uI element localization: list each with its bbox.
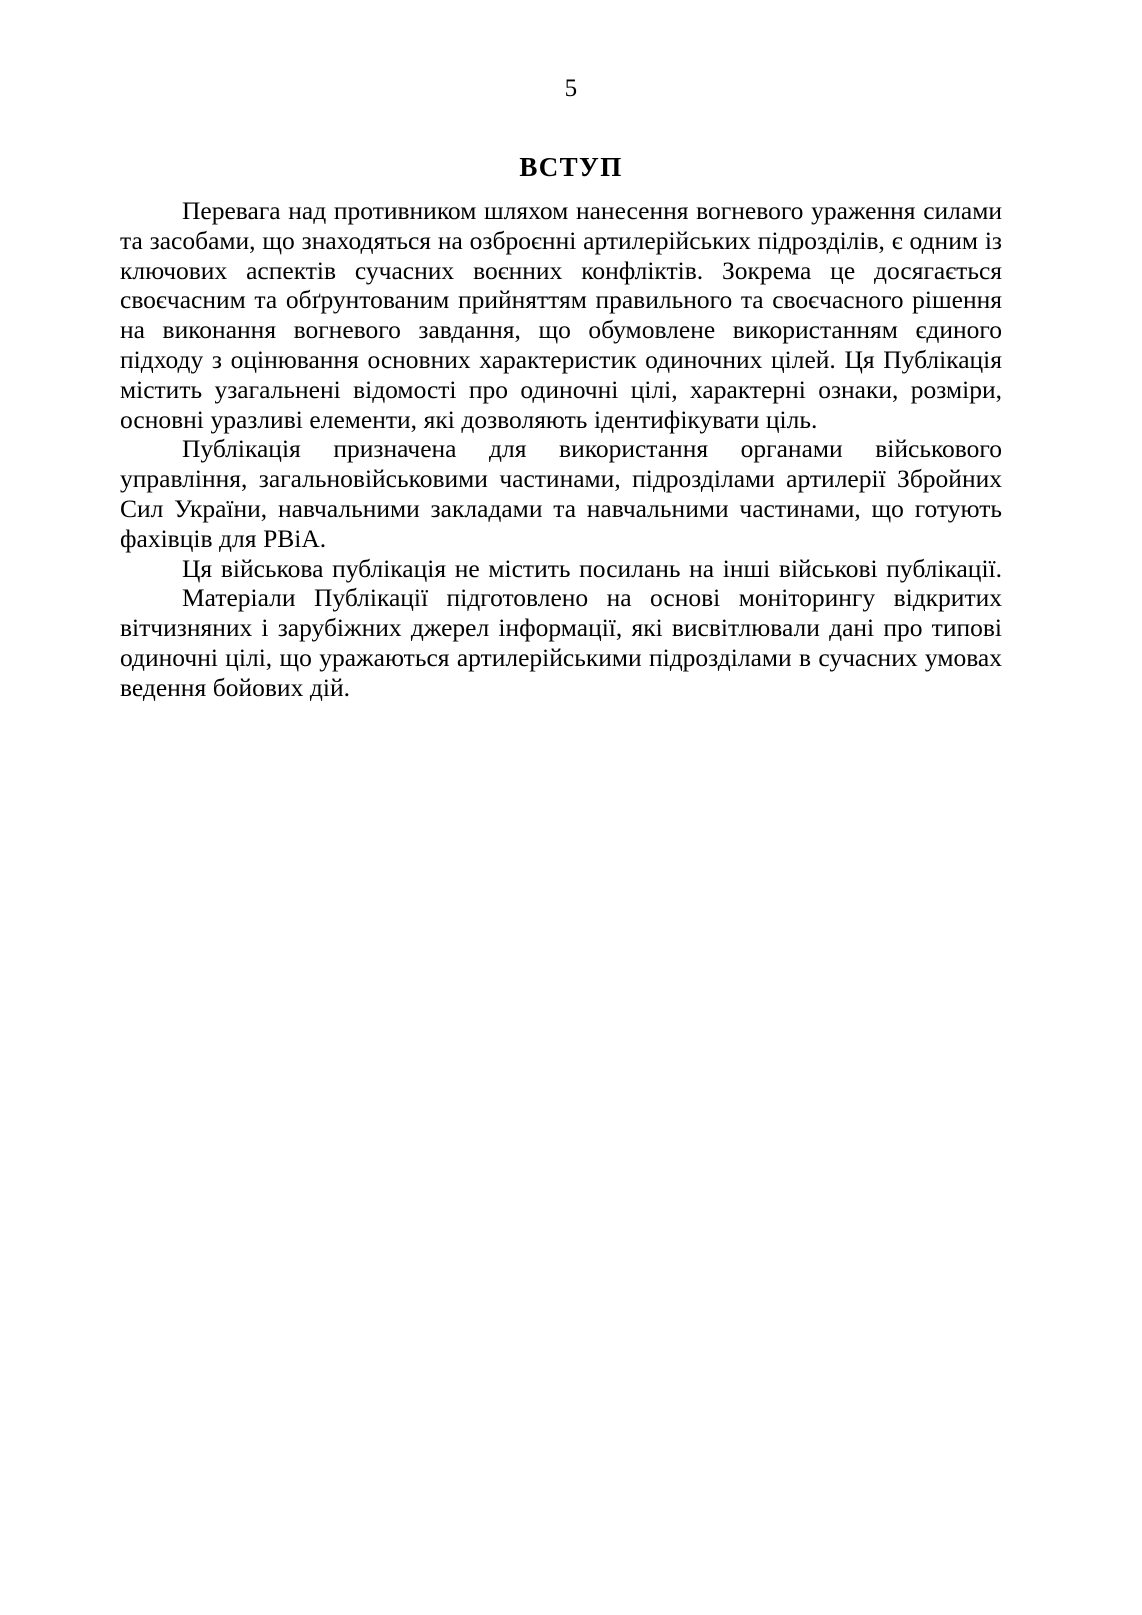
paragraph: Матеріали Публікації підготовлено на основі моніторингу відкритих вітчизняних і зарубіжних джерел інформації, які висвітлювали дані про типові одиночні цілі, що уражаються артилерійськими підрозділами в сучасних умовах ведення бойових дій. — [120, 583, 1002, 702]
page-title: ВСТУП — [519, 152, 623, 183]
paragraph: Ця військова публікація не містить посилань на інші військові публікації. — [182, 553, 1002, 583]
body-text — [120, 196, 1002, 703]
paragraph: Перевага над противником шляхом нанесення вогневого ураження силами та засобами, що знаходяться на озброєнні артилерійських підрозділів, є одним із ключових аспектів сучасних воєнних конфліктів. Зокрема це досягається своєчасним та обґрунтованим прийняттям правильного та своєчасного рішення на виконання вогневого завдання, що обумовлене використанням єдиного підходу з оцінювання основних характеристик одиночних цілей. Ця Публікація містить узагальнені відомості про одиночні цілі, характерні ознаки, розміри, основні уразливі елементи, які дозволяють ідентифікувати ціль. — [120, 196, 1002, 434]
paragraph: Публікація призначена для використання органами військового управління, загальновійськовими частинами, підрозділами артилерії Збройних Сил України, навчальними закладами та навчальними частинами, що готують фахівців для РВіА. — [120, 434, 1002, 553]
page-number: 5 — [564, 75, 578, 102]
